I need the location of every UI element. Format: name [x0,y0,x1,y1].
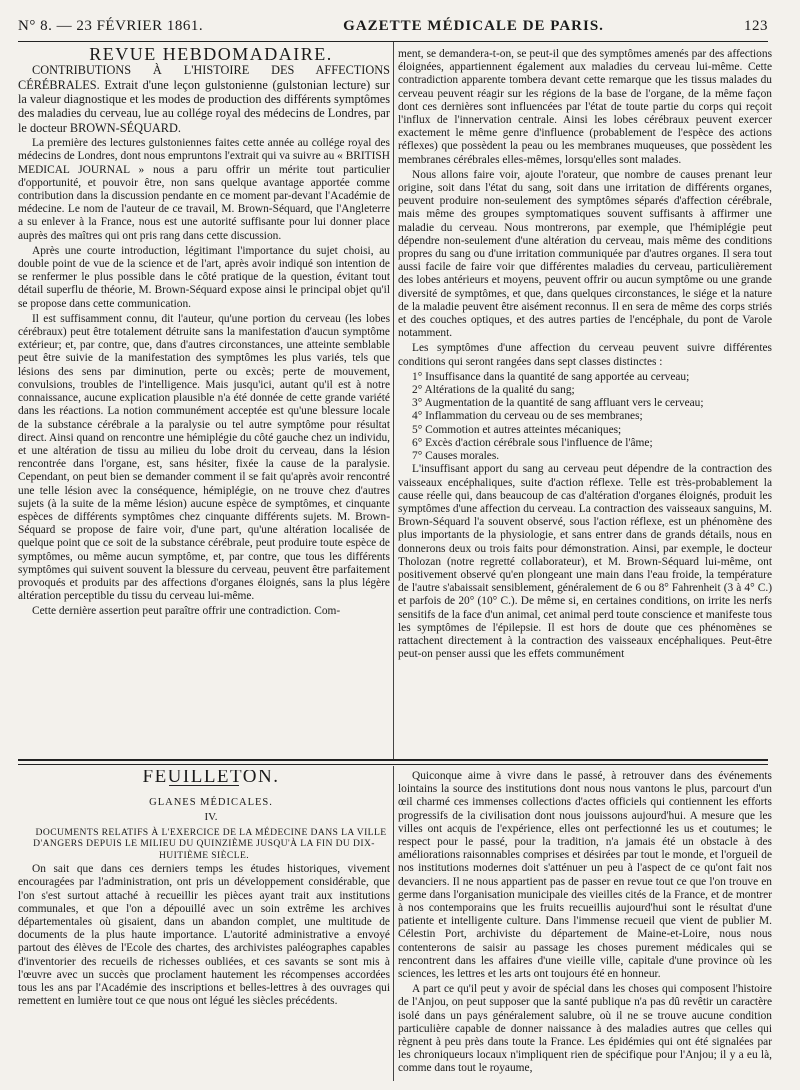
paragraph: Après une courte introduction, légitimant l'importance du sujet choisi, au double point de vue de la science et de l'art, après avoir indiqué son intention de se renfermer le plus possible dans le côté pratique de la question, évitant tout détail superflu de théorie, M. Brown-Séquard expose ainsi le principal objet qu'il se propose dans cette communication. [18,244,390,310]
list-item: 5° Commotion et autres atteintes mécaniques; [412,423,622,436]
list-item: 7° Causes morales. [412,450,500,463]
issue-date: N° 8. — 23 FÉVRIER 1861. [18,18,204,34]
journal-title: GAZETTE MÉDICALE DE PARIS. [343,18,604,34]
article-title: CONTRIBUTIONS À L'HISTOIRE DES AFFECTIONS CÉRÉBRALES. Extrait d'une leçon gulstonienne (gulstonian lecture) sur la valeur diagnostique et les modes de production des différents symptômes des maladies du cerveau, lue au collége royal des médecins de Londres, par le docteur BROWN-SÉQUARD. [18,63,390,135]
revue-left-column [18,48,390,760]
list-item: 2° Altérations de la qualité du sang; [412,384,575,397]
section-title: REVUE HEBDOMADAIRE. [89,48,333,64]
paragraph: On sait que dans ces derniers temps les études historiques, vivement encouragées par l'administration, ont pris un développement considérable, que l'on s'est surtout attaché à recueillir les pièces ayant trait aux institutions communales, et que l'on a dépouillé avec un soin extrême les archives départementales où gisaient, dans un abandon complet, une multitude de documents de la plus haute importance. L'autorité administrative a envoyé partout des élèves de l'Ecole des chartes, des archivistes paléographes capables d'inventorier des recueils de richesses oubliées, et ces savants se sont mis à l'œuvre avec un succès que proclament hautement les récompenses accordées tous les ans par l'Académie des inscriptions et belles-lettres à des ouvrages qui remettent en lumière tout ce que nous ont légué les siècles précédents. [18,863,390,1008]
feuilleton-heading: DOCUMENTS RELATIFS À L'EXERCICE DE LA MÉDECINE DANS LA VILLE D'ANGERS DEPUIS LE MILIEU DU QUINZIÈME JUSQU'À LA FIN DU DIX-HUITIÈME SIÈCLE. [33,826,387,861]
revue-right-column [398,48,772,758]
feuilleton-number: IV. [204,811,218,824]
list-item: 1° Insuffisance dans la quantité de sang apportée au cerveau; [412,370,690,383]
list-item: 4° Inflammation du cerveau ou de ses membranes; [412,410,643,423]
paragraph: Nous allons faire voir, ajoute l'orateur, que nombre de causes prenant leur origine, soit dans l'état du sang, soit dans une irritation de différents organes, peuvent produire non-seulement des symptômes séparés d'affection cérébrale, mais même des groupes symptomatiques souvent suffisants à affirmer une maladie du cerveau. Nous montrerons, par exemple, que l'hémiplégie peut dépendre non-seulement d'une altération du cerveau, mais même des conditions propres du sang ou d'une irritation communiquée par d'autres organes. Il sera tout aussi facile de faire voir que différentes maladies du cerveau, particulièrement des lobes antérieurs et moyens, peuvent offrir ou aucun symptôme ou une grande diversité de symptômes, et que, dans quelques circonstances, le siége et la nature de la maladie peuvent être aisément reconnus. Il en sera de même des corps striés et des couches optiques, et des autres parties de l'encéphale, du pont de Varole notamment. [398,168,772,340]
list-item: 3° Augmentation de la quantité de sang affluant vers le cerveau; [412,397,704,410]
feuilleton-left-column [18,770,390,1082]
list-item: 6° Excès d'action cérébrale sous l'influence de l'âme; [412,436,653,449]
revue-left-body [18,137,390,618]
feuilleton-separator [18,759,768,761]
paragraph: Quiconque aime à vivre dans le passé, à retrouver dans des événements lointains la source des institutions dont nous nous vantons le plus, parcourt d'un œil charmé ces immenses collections d'actes officiels qui contiennent les efforts progressifs de la civilisation dont nous jouissons aujourd'hui. A mesure que les villes ont acquis de l'expérience, elles ont perfectionné les us et coutumes; le respect pour le passé, pour la tradition, n'a jamais été un obstacle à des améliorations raisonnables comprises et désirées par tout le monde, et l'orgueil de nos institutions modernes doit s'atténuer un peu à l'aspect de ce qu'ont fait nos devanciers. Il ne nous appartient pas de passer en revue tout ce que l'on trouve en germe dans l'organisation municipale des vieilles cités de la France, et de montrer à nos contemporains que les fruits recueillis aujourd'hui sont le résultat d'une patiente et intelligente culture. Dans l'immense recueil que vient de publier M. Célestin Port, archiviste du département de Maine-et-Loire, nous nous contenterons de saisir au passage les choses purement médicales qui se rencontrent dans les affaires d'une vieille ville, capitale d'une province où les sciences, les lettres et les arts ont toujours été en honneur. [398,770,772,981]
feuilleton-column-divider [393,766,394,1081]
feuilleton-separator-thin [18,764,768,765]
page-number: 123 [743,18,768,34]
symptom-class-list [398,371,772,463]
paragraph: Les symptômes d'une affection du cerveau peuvent suivre différentes conditions qui seront rangées dans sept classes distinctes : [398,342,772,368]
paragraph: Il est suffisamment connu, dit l'auteur, qu'une portion du cerveau (les lobes cérébraux) peut être totalement détruite sans la manifestation d'aucun symptôme extérieur; et, par contre, que, dans d'autres circonstances, une atteinte semblable peut être suivie de la manifestation des symptômes les plus variés, tels que lésions des sens par diminution, perte ou excès; perte de mouvement, convulsions, troubles de l'intelligence. Mais jusqu'ici, autant qu'il est à notre connaissance, aucune explication plausible n'a été donnée de cette grande variété dans les réactions. La notion communément acceptée est qu'une blessure locale de la substance cérébrale a la paralysie ou tel autre symptôme pour résultat direct. Ainsi quand on rencontre une hémiplégie du côté gauche chez un individu, et une altération de tissu au milieu du lobe droit du cerveau, dans la lésion rencontrée dans l'organe, est, sans hésiter, fixée la cause de la paralysie. Cependant, on peut bien se demander comment il se fait qu'après avoir rencontré une telle lésion avec la conséquence, hémiplégie, on ne trouve chez d'autres sujets (à la suite de la même lésion) aucune espèce de symptômes, et cinquante espèces de différents symptômes chez cinquante différents sujets. M. Brown-Séquard se propose de faire voir, d'une part, qu'une altération localisée de quelque point que ce soit de la substance cérébrale, peut produire toute espèce de symptômes, ou même aucun symptôme, et, par contre, que tous les différents symptômes qui suivent souvent la blessure du cerveau, peuvent être parfaitement provoqués et produits par des affections d'organes éloignés, sans la plus légère altération perceptible du tissu du cerveau lui-même. [18,312,390,603]
paragraph: L'insuffisant apport du sang au cerveau peut dépendre de la contraction des vaisseaux encéphaliques, suite d'action réflexe. Telle est très-probablement la cause réelle qui, dans beaucoup de cas d'altération d'organes éloignés, produit les symptômes d'une affection du cerveau. La contraction des vaisseaux sanguins, M. Brown-Séquard l'a souvent observé, sous l'action réflexe, est un phénomène des plus importants de la physiologie, et sans entrer dans de grands détails, nous en donnerons deux ou trois faits pour démonstration. Ainsi, par exemple, le docteur Tholozan (notre regretté collaborateur), et M. Brown-Séquard lui-même, ont positivement observé qu'en plongeant une main dans l'eau froide, la température de l'autre s'abaissait sensiblement, généralement de 6 ou 8° Fahrenheit (3 à 4° C.) et parfois de 20° (10° C.). De même si, en certaines conditions, on irrite les nerfs sensitifs de la face d'un animal, cet animal perd toute conscience et manifeste tous les symptômes de l'épilepsie. Il est hors de doute que ces phénomènes se rattachent directement à la contraction des vaisseaux encéphaliques. Peut-être peut-on penser aussi que les effets communément [398,463,772,661]
paragraph: A part ce qu'il peut y avoir de spécial dans les choses qui composent l'histoire de l'Anjou, on peut supposer que la santé publique n'a pas dû revêtir un caractère isolé dans un pays généralement salubre, où il ne se trouve aucune condition particulière capable de donner naissance à des maladies autres que celles qui règnent à peu près dans toute la France. Les épidémies qui ont été signalées par les chroniqueurs locaux n'impliquent rien de spécifique pour l'Anjou; il y a eu là, comme dans tout le royaume, [398,983,772,1075]
feuilleton-right-column [398,770,772,1082]
page-header [18,18,768,42]
paragraph: La première des lectures gulstoniennes faites cette année au collége royal des médecins de Londres, dont nous empruntons l'extrait qui va suivre au « BRITISH MEDICAL JOURNAL » nous a paru offrir un mérite tout particulier d'opportunité, et pouvoir être, non sans quelque avantage apportée comme contribution dans la discussion pendante en ce moment par-devant l'Académie de médecine. Le nom de l'auteur de ce travail, M. Brown-Séquard, que l'Angleterre a su enlever à la France, nous est une autorité suffisante pour lui donner place auprès des maîtres qui ont pris rang dans cette discussion. [18,137,390,242]
feuilleton-subtitle: GLANES MÉDICALES. [149,797,273,809]
paragraph: ment, se demandera-t-on, se peut-il que des symptômes amenés par des affections éloignées, appartiennent également aux maladies du cerveau lui-même. Cette contradiction apparente tombera devant cette remarque que les tissus malades du cerveau peuvent réagir sur les régions de la base de l'organe, de la même façon dont ces dernières sont influencées par l'état de toute partie du corps qui reçoit l'influx de l'innervation centrale. Ainsi les lobes cérébraux peuvent exercer exactement le même genre d'influence (probablement de l'espèce des actions réflexes) que possèdent la peau ou les membranes muqueuses, que possèdent les membranes cérébrales elles-mêmes, lorsqu'elles sont malades. [398,48,772,166]
column-divider [393,42,394,759]
paragraph: Cette dernière assertion peut paraître offrir une contradiction. Com- [32,605,341,618]
feuilleton-title: FEUILLETON. [142,770,280,787]
